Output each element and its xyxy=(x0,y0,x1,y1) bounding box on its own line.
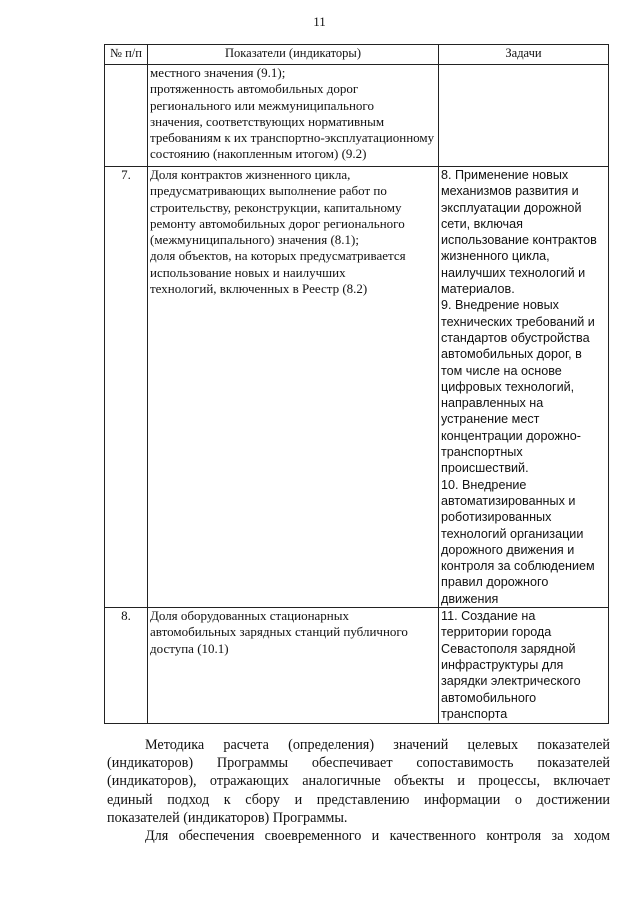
paragraph-line: Для обеспечения своевременного и качественного контроля за ходом xyxy=(145,828,610,844)
tasks-cell xyxy=(439,167,609,608)
table-row xyxy=(105,65,609,167)
task-line: концентрации дорожно- xyxy=(441,428,581,443)
indicator-line: автомобильных зарядных станций публичного xyxy=(150,624,408,640)
indicator-line: регионального или межмуниципального xyxy=(150,97,374,113)
indicator-line: технологий, включенных в Реестр (8.2) xyxy=(150,281,368,297)
task-line: цифровых технологий, xyxy=(441,379,575,394)
task-line: зарядки электрического xyxy=(441,674,581,689)
task-line: автомобильного xyxy=(441,690,537,705)
header-number: № п/п xyxy=(105,45,148,65)
indicator-line: местного значения (9.1); xyxy=(150,65,286,80)
task-line: 8. Применение новых xyxy=(441,168,569,182)
row-number xyxy=(105,65,148,167)
indicator-line: доступа (10.1) xyxy=(150,640,229,656)
task-line: транспортных xyxy=(441,445,523,460)
task-line: движения xyxy=(441,591,499,606)
task-line: наилучших технологий и xyxy=(441,265,586,280)
indicators-cell xyxy=(148,167,439,608)
indicators-table xyxy=(104,44,609,724)
indicator-line: предусматривающих выполнение работ по xyxy=(150,183,387,199)
task-line: технических требований и xyxy=(441,314,595,329)
paragraph-line: Методика расчета (определения) значений целевых показателей xyxy=(145,737,610,753)
task-line: Севастополя зарядной xyxy=(441,641,576,656)
task-line: направленных на xyxy=(441,396,544,411)
indicator-line: ремонту автомобильных дорог регионального xyxy=(150,215,405,231)
task-line: инфраструктуры для xyxy=(441,657,564,672)
indicator-line: использование новых и наилучших xyxy=(150,264,346,280)
indicators-cell xyxy=(148,608,439,724)
indicator-line: доля объектов, на которых предусматривается xyxy=(150,248,406,264)
header-tasks: Задачи xyxy=(439,45,609,65)
task-line: устранение мест xyxy=(441,412,540,427)
tasks-cell xyxy=(439,608,609,724)
paragraph-line: единый подход к сбору и представлению информации о достижении xyxy=(107,791,610,808)
tasks-cell xyxy=(439,65,609,167)
task-line: правил дорожного xyxy=(441,575,549,590)
indicator-line: требованиям к их транспортно-эксплуатационному xyxy=(150,130,435,146)
task-line: территории города xyxy=(441,625,552,640)
indicator-line: (межмуниципального) значения (8.1); xyxy=(150,232,359,248)
row-number-text: 8. xyxy=(121,608,131,624)
row-number xyxy=(105,167,148,608)
task-line: 11. Создание на xyxy=(441,609,536,624)
indicator-line: значения, соответствующих нормативным xyxy=(150,113,385,129)
task-line: автоматизированных и xyxy=(441,493,576,508)
task-line: автомобильных дорог, в xyxy=(441,347,582,362)
task-line: контроля за соблюдением xyxy=(441,559,595,574)
paragraph-line: (индикаторов) Программы обеспечивает сопоставимость показателей xyxy=(107,755,610,772)
row-number xyxy=(105,608,148,724)
task-line: технологий организации xyxy=(441,526,584,541)
task-line: материалов. xyxy=(441,282,515,297)
task-line: происшествий. xyxy=(441,461,529,476)
paragraph-line: показателей (индикаторов) Программы. xyxy=(107,809,348,826)
task-line: сети, включая xyxy=(441,216,523,231)
header-indicators: Показатели (индикаторы) xyxy=(148,45,439,65)
table-header-row xyxy=(105,45,609,65)
task-line: 9. Внедрение новых xyxy=(441,298,559,313)
indicator-line: строительству, реконструкции, капитальному xyxy=(150,199,402,215)
methodology-paragraph xyxy=(107,736,610,827)
indicators-cell xyxy=(148,65,439,167)
task-line: механизмов развития и xyxy=(441,184,579,199)
task-line: дорожного движения и xyxy=(441,542,575,557)
task-line: транспорта xyxy=(441,706,508,721)
indicator-line: Доля контрактов жизненного цикла, xyxy=(150,167,351,182)
indicator-line: Доля оборудованных стационарных xyxy=(150,608,349,624)
task-line: роботизированных xyxy=(441,510,552,525)
task-line: жизненного цикла, xyxy=(441,249,550,264)
page-number: 11 xyxy=(313,14,326,29)
task-line: эксплуатации дорожной xyxy=(441,200,582,215)
paragraph-line: (индикаторов), отражающих аналогичные объекты и процессы, включает xyxy=(107,773,610,790)
task-line: стандартов обустройства xyxy=(441,330,590,345)
table-row xyxy=(105,608,609,724)
task-line: том числе на основе xyxy=(441,363,562,378)
task-line: использование контрактов xyxy=(441,233,597,248)
control-paragraph xyxy=(107,827,610,845)
table-body xyxy=(105,65,609,724)
table-row xyxy=(105,167,609,608)
task-line: 10. Внедрение xyxy=(441,477,527,492)
row-number-text: 7. xyxy=(121,167,131,182)
indicator-line: протяженность автомобильных дорог xyxy=(150,81,359,97)
indicator-line: состоянию (накопленным итогом) (9.2) xyxy=(150,146,367,162)
